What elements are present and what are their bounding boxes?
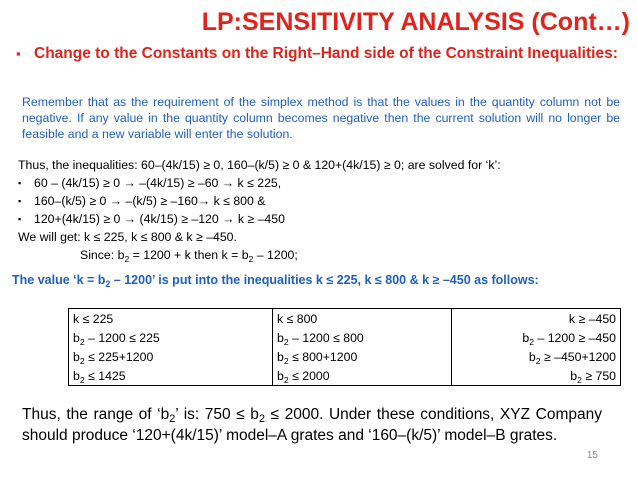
- table-cell: $b_2 \ge -450+1200$: [452, 347, 621, 366]
- square-bullet-icon: ▪: [16, 46, 21, 61]
- conclusion-paragraph: Thus, the range of ‘$b_2$’ is: $750 \le b_2 \le 2000$. Under these conditions, XYZ Company should produce ‘120+(4k/15)’ model–A grates and ‘160–(k/5)’ model–B grates.: [22, 406, 602, 444]
- table-cell: k ≤ 225: [69, 309, 273, 329]
- table-cell: k ≥ –450: [452, 309, 621, 329]
- value-substitution-text: The value ‘$k = b_2 - 1200$’ is put into the inequalities k ≤ 225, k ≤ 800 & k ≥ –450 as follows:: [12, 273, 539, 289]
- table-row: [69, 366, 621, 386]
- step-3: ▪ 120+(4k/15) ≥ 0 → (4k/15) ≥ –120 → k ≥ –450: [18, 212, 285, 226]
- remember-paragraph: Remember that as the requirement of the simplex method is that the values in the quantity column not be negative. If any value in the quantity column becomes negative then the current solution will no longer be feasible and a new variable will enter the solution.: [22, 95, 620, 141]
- square-bullet-icon: ▪: [18, 178, 22, 188]
- section-heading-text: Change to the Constants on the Right–Hand side of the Constraint Inequalities:: [34, 45, 618, 62]
- slide-title: LP:SENSITIVITY ANALYSIS (Cont…): [201, 8, 630, 36]
- square-bullet-icon: ▪: [18, 196, 22, 206]
- table-row: [69, 347, 621, 366]
- page-number: 15: [586, 450, 598, 461]
- thus-line: Thus, the inequalities: 60–(4k/15) ≥ 0, 160–(k/5) ≥ 0 & 120+(4k/15) ≥ 0; are solved for ‘k’:: [18, 158, 501, 172]
- table-cell: $b_2 \le 1425$: [69, 366, 273, 386]
- table-cell: $b_2 - 1200 \le 225$: [69, 328, 273, 347]
- table-cell: $b_2 - 1200 \le 800$: [273, 328, 452, 347]
- step-1: ▪ 60 – (4k/15) ≥ 0 → –(4k/15) ≥ –60 → k ≤ 225,: [18, 176, 282, 190]
- square-bullet-icon: ▪: [18, 214, 22, 224]
- table-cell: $b_2 \le 2000$: [273, 366, 452, 386]
- since-line: Since: $b_2 = 1200 + k$ then $k = b_2 - 1200$;: [80, 248, 298, 264]
- table-cell: $b_2 - 1200 \ge -450$: [452, 328, 621, 347]
- table-cell: $b_2 \le 225+1200$: [69, 347, 273, 366]
- we-get-line: We will get: k ≤ 225, k ≤ 800 & k ≥ –450.: [18, 230, 237, 244]
- table-cell: k ≤ 800: [273, 309, 452, 329]
- table-row: [69, 328, 621, 347]
- step-2: ▪ 160–(k/5) ≥ 0 → –(k/5) ≥ –160→ k ≤ 800 &: [18, 194, 266, 208]
- range-table: [68, 308, 621, 386]
- section-heading: [16, 44, 622, 63]
- table-cell: $b_2 \ge 750$: [452, 366, 621, 386]
- table-cell: $b_2 \le 800+1200$: [273, 347, 452, 366]
- solution-steps: [18, 156, 624, 264]
- table-row: [69, 309, 621, 329]
